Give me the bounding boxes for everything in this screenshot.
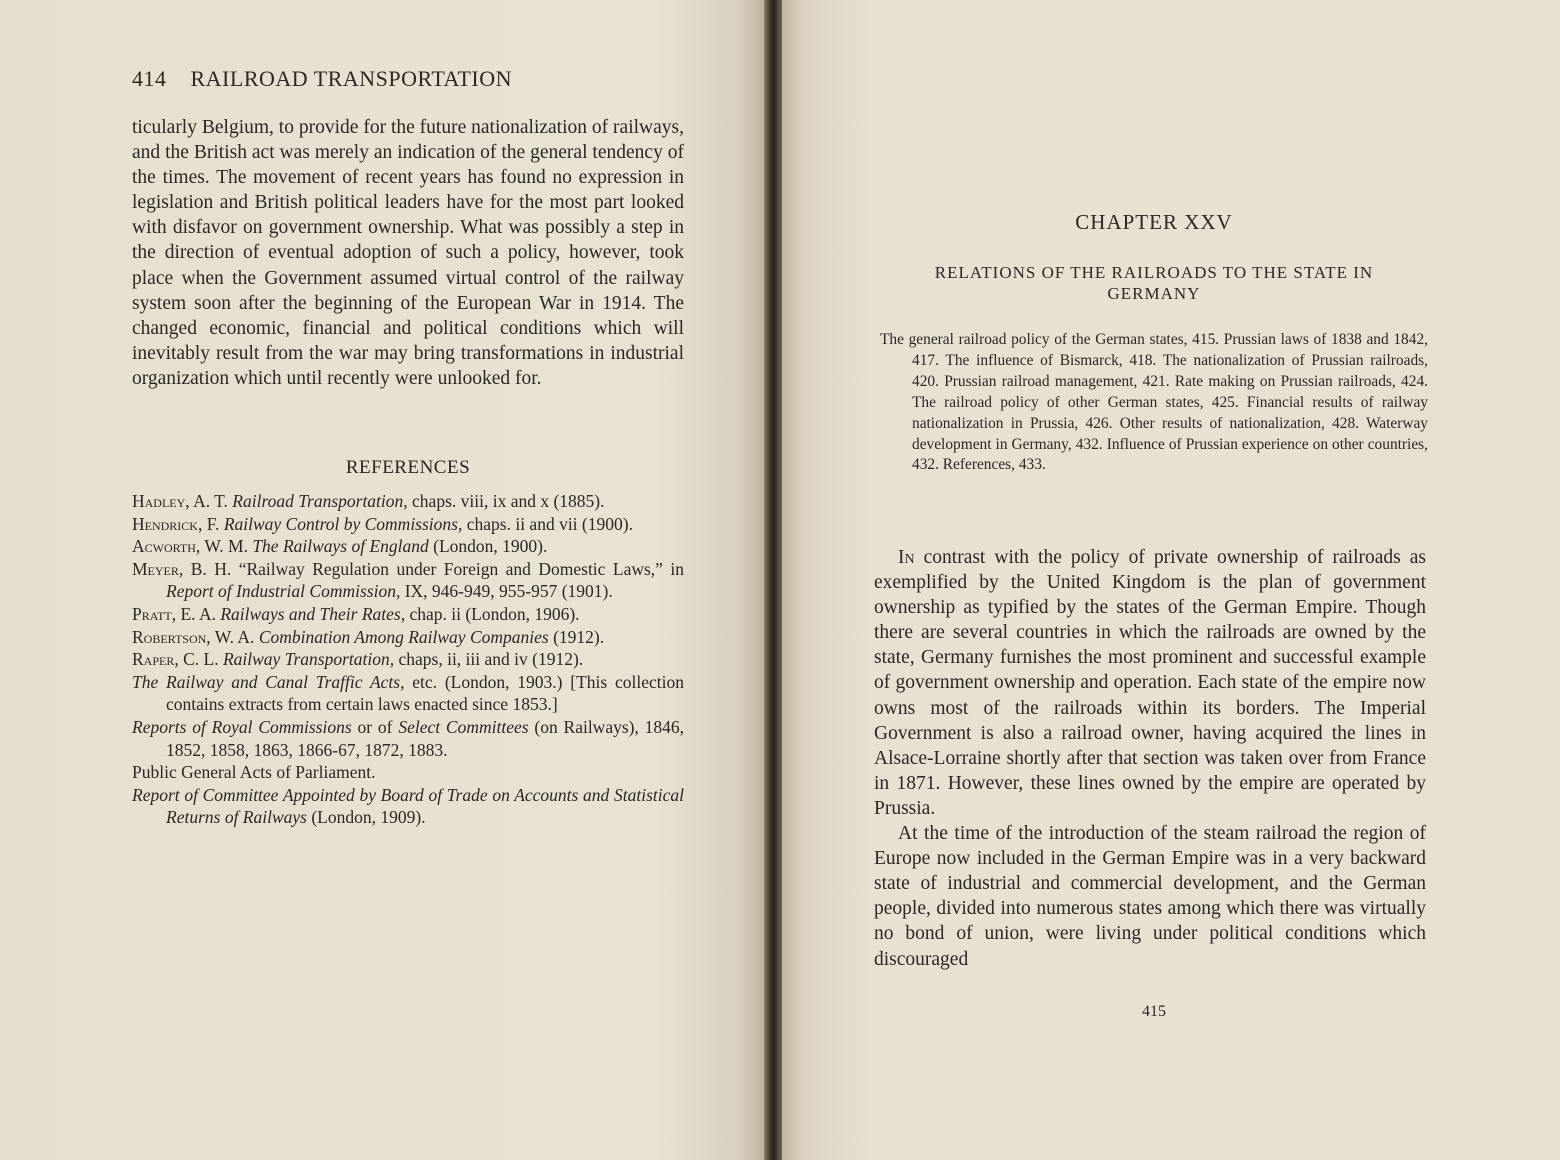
chapter-title: [880, 262, 1428, 304]
right-page-number: 415: [1142, 1003, 1166, 1020]
book-gutter: [764, 0, 782, 1160]
chapter-synopsis: The general railroad policy of the German states, 415. Prussian laws of 1838 and 1842, 417. The influence of Bismarck, 418. The nationalization of Prussian railroads, 420. Prussian railroad management, 421. Rate making on Prussian railroads, 424. The railroad policy of other German states, 425. Financial results of railway nationalization in Prussia, 426. Other results of nationalization, 428. Waterway development in Germany, 432. Influence of Prussian experience on other countries, 432. References, 433.: [880, 331, 1428, 474]
left-body-text: [132, 115, 684, 391]
paragraph: In contrast with the policy of private ownership of railroads as exemplified by the United Kingdom is the plan of government ownership as typified by the states of the German Empire. Though there are several countries in which the railroads are owned by the state, Germany furnishes the most prominent and successful example of government ownership and operation. Each state of the empire now owns most of the railroads within its borders. The Imperial Government is also a railroad owner, having acquired the lines in Alsace-Lorraine shortly after that section was taken over from France in 1871. However, these lines owned by the empire are operated by Prussia.: [874, 547, 1426, 819]
reference-item: Report of Committee Appointed by Board of Trade on Accounts and Statistical Returns of Railways (London, 1909).: [132, 784, 684, 828]
reference-item: Acworth, W. M. The Railways of England (London, 1900).: [132, 536, 548, 557]
reference-item: Hendrick, F. Railway Control by Commissions, chaps. ii and vii (1900).: [132, 513, 633, 534]
reference-item: Raper, C. L. Railway Transportation, chaps, ii, iii and iv (1912).: [132, 649, 584, 670]
reference-item: The Railway and Canal Traffic Acts, etc. (London, 1903.) [This collection contains extracts from certain laws enacted since 1853.]: [132, 671, 684, 715]
chapter-title-line: RELATIONS OF THE RAILROADS TO THE STATE IN: [934, 263, 1374, 282]
references-list: [132, 490, 684, 829]
references-heading: REFERENCES: [345, 457, 471, 478]
paragraph: ticularly Belgium, to provide for the future nationalization of railways, and the British act was merely an indication of the general tendency of the times. The movement of recent years has found no expression in legislation and British political leaders have for the most part looked with disfavor on government ownership. What was possibly a step in the direction of eventual adoption of such a policy, however, took place when the Government assumed virtual control of the railway system soon after the beginning of the European War in 1914. The changed economic, financial and political conditions which will inevitably result from the war may bring transformations in industrial organization which until recently were unlooked for.: [132, 117, 684, 389]
paragraph: At the time of the introduction of the steam railroad the region of Europe now included in the German Empire was in a very backward state of industrial and commercial development, and the German people, divided into numerous states among which there was virtually no bond of union, were living under political conditions which discouraged: [874, 823, 1426, 970]
right-body-text: [874, 545, 1426, 972]
reference-item: Hadley, A. T. Railroad Transportation, chaps. viii, ix and x (1885).: [132, 491, 605, 511]
running-head: [132, 66, 692, 92]
reference-item: Reports of Royal Commissions or of Select Committees (on Railways), 1846, 1852, 1858, 1863, 1866-67, 1872, 1883.: [132, 716, 685, 760]
reference-item: Meyer, B. H. “Railway Regulation under Foreign and Domestic Laws,” in Report of Industrial Commission, IX, 946-949, 955-957 (1901).: [132, 558, 684, 602]
reference-item: Public General Acts of Parliament.: [132, 762, 376, 783]
reference-item: Robertson, W. A. Combination Among Railway Companies (1912).: [132, 626, 605, 647]
reference-item: Pratt, E. A. Railways and Their Rates, chap. ii (London, 1906).: [132, 603, 580, 624]
chapter-title-line: GERMANY: [1107, 284, 1201, 303]
left-page-number: 414: [132, 66, 167, 91]
chapter-label: CHAPTER XXV: [1075, 210, 1233, 234]
running-title: RAILROAD TRANSPORTATION: [190, 66, 513, 91]
